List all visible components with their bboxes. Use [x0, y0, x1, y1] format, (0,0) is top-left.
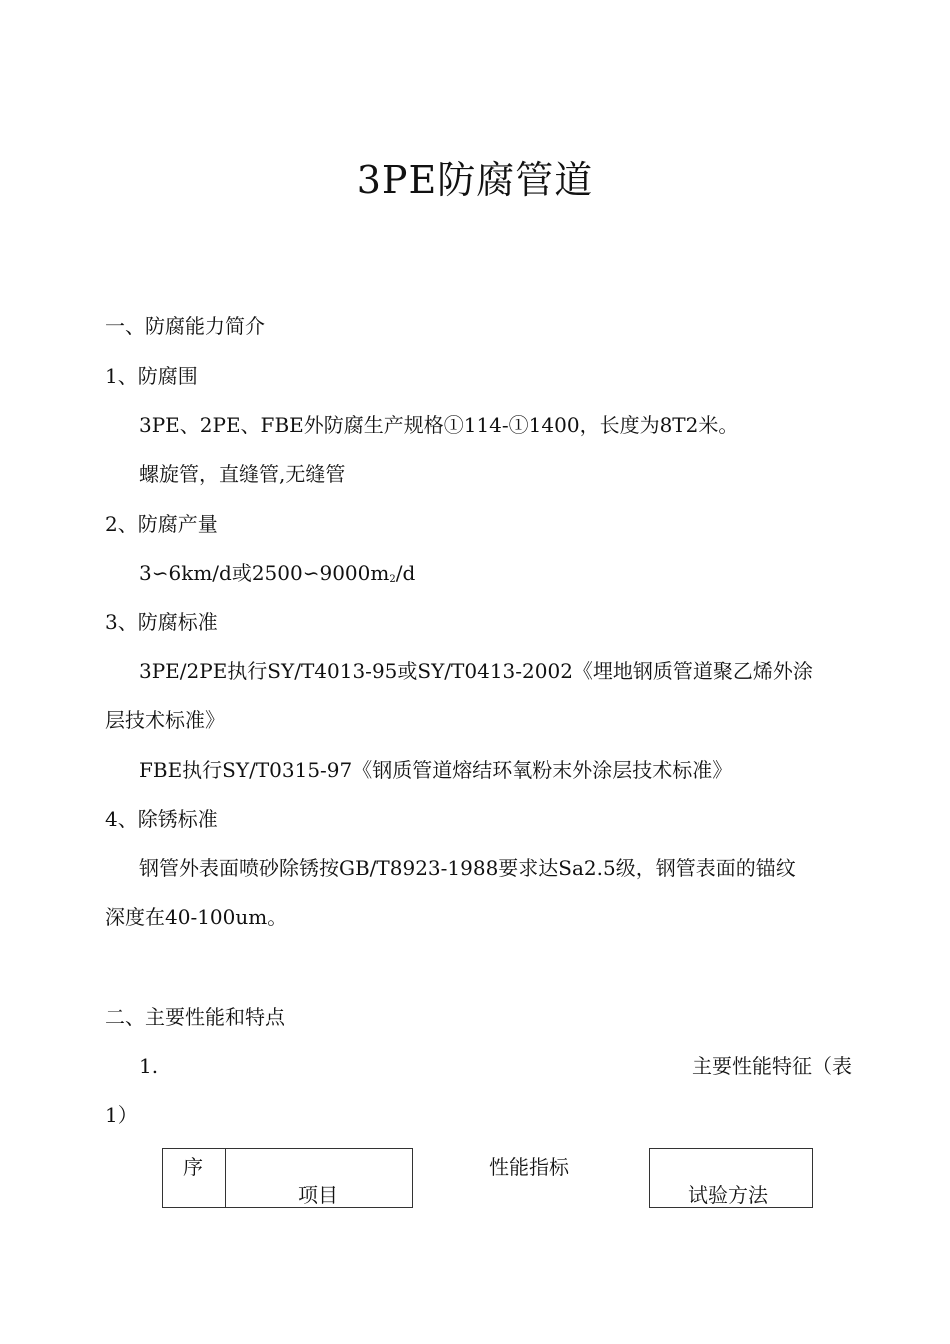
- table-header-perf: [413, 1149, 650, 1208]
- table-header-item: [226, 1149, 413, 1208]
- item1-line1: 3PE、2PE、FBE外防腐生产规格①114-①1400，长度为8T2米。: [139, 413, 739, 437]
- table-header-perf-text: 性能指标: [489, 1154, 569, 1179]
- item3-line1: 3PE/2PE执行SY/T4013-95或SY/T0413-2002《埋地钢质管道聚乙烯外涂: [139, 659, 813, 683]
- item2-line-suffix: /d: [395, 561, 416, 585]
- performance-table: [162, 1148, 813, 1208]
- item4-heading: 4、除锈标准: [105, 807, 218, 831]
- table-header-item-text: 项目: [298, 1183, 338, 1207]
- item2-line: [139, 558, 415, 595]
- table-header-test: [650, 1149, 813, 1208]
- item3-heading: 3、防腐标准: [105, 610, 218, 634]
- section2-heading: 二、主要性能和特点: [105, 1005, 285, 1029]
- item1-heading: 1、防腐围: [105, 364, 198, 388]
- table-header-row: [163, 1149, 813, 1208]
- section2-item-number: 1.: [139, 1054, 159, 1078]
- table-header-seq: [163, 1149, 226, 1208]
- table-header-test-text: 试验方法: [688, 1183, 768, 1207]
- section1-heading: 一、防腐能力简介: [105, 314, 265, 338]
- section2-item-label: 主要性能特征（表: [692, 1054, 852, 1078]
- item4-line2: 深度在40-100um。: [105, 905, 288, 929]
- item4-line1: 钢管外表面喷砂除锈按GB/T8923-1988要求达Sa2.5级，钢管表面的锚纹: [139, 856, 796, 880]
- section2-item-label-cont: 1）: [105, 1103, 138, 1127]
- table-header-seq-text: 序: [183, 1155, 203, 1179]
- item2-heading: 2、防腐产量: [105, 512, 218, 536]
- item1-line2: 螺旋管，直缝管,无缝管: [139, 462, 346, 486]
- item3-line3: FBE执行SY/T0315-97《钢质管道熔结环氧粉末外涂层技术标准》: [139, 758, 733, 782]
- item3-line2: 层技术标准》: [105, 708, 225, 732]
- page-title: 3PE防腐管道: [356, 158, 594, 202]
- item2-line-subscript: 2: [389, 574, 396, 585]
- item2-line-main: 3∽6km/d或2500∽9000m: [139, 561, 390, 585]
